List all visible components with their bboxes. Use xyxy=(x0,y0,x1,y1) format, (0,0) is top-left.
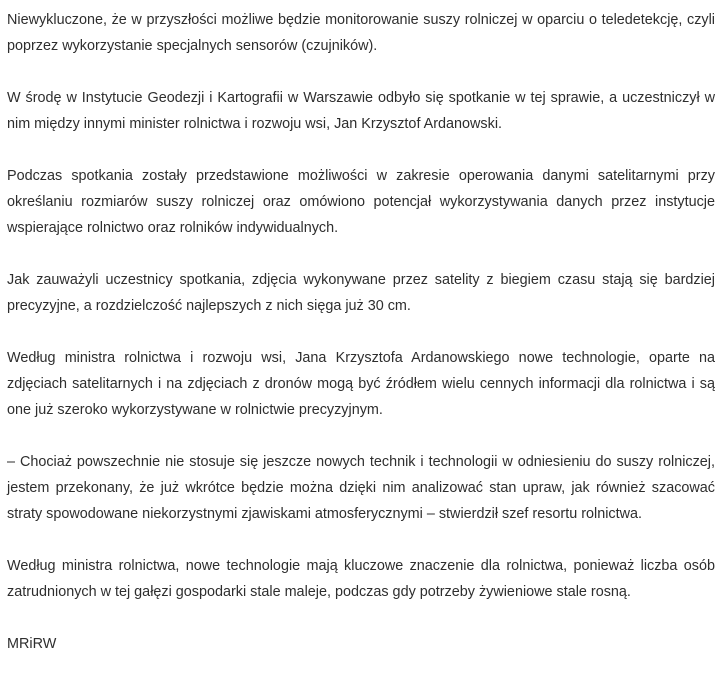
article-paragraph: Według ministra rolnictwa i rozwoju wsi, Jana Krzysztofa Ardanowskiego nowe technologie, oparte na zdjęciach satelitarnych i na zdjęciach z dronów mogą być źródłem wielu cennych informacji dla rolnictwa i są one już szeroko wykorzystywane w rolnictwie precyzyjnym. xyxy=(7,350,715,418)
article-paragraph: – Chociaż powszechnie nie stosuje się jeszcze nowych technik i technologii w odniesieniu do suszy rolniczej, jestem przekonany, że już wkrótce będzie można dzięki nim analizować stan upraw, jak również szacować straty spowodowane niekorzystnymi zjawiskami atmosferycznymi – stwierdził szef resortu rolnictwa. xyxy=(7,454,715,522)
article-paragraph: W środę w Instytucie Geodezji i Kartografii w Warszawie odbyło się spotkanie w tej sprawie, a uczestniczył w nim między innymi minister rolnictwa i rozwoju wsi, Jan Krzysztof Ardanowski. xyxy=(7,90,715,132)
article-source: MRiRW xyxy=(7,636,57,652)
article-paragraph: Według ministra rolnictwa, nowe technologie mają kluczowe znaczenie dla rolnictwa, ponieważ liczba osób zatrudnionych w tej gałęzi gospodarki stale maleje, podczas gdy potrzeby żywieniowe stale rosną. xyxy=(7,558,715,600)
article-paragraph: Podczas spotkania zostały przedstawione możliwości w zakresie operowania danymi satelitarnymi przy określaniu rozmiarów suszy rolniczej oraz omówiono potencjał wykorzystywania danych przez instytucje wspierające rolnictwo oraz rolników indywidualnych. xyxy=(7,168,715,236)
article-paragraph: Niewykluczone, że w przyszłości możliwe będzie monitorowanie suszy rolniczej w oparciu o teledetekcję, czyli poprzez wykorzystanie specjalnych sensorów (czujników). xyxy=(7,12,715,54)
article-paragraph: Jak zauważyli uczestnicy spotkania, zdjęcia wykonywane przez satelity z biegiem czasu stają się bardziej precyzyjne, a rozdzielczość najlepszych z nich sięga już 30 cm. xyxy=(7,272,715,314)
